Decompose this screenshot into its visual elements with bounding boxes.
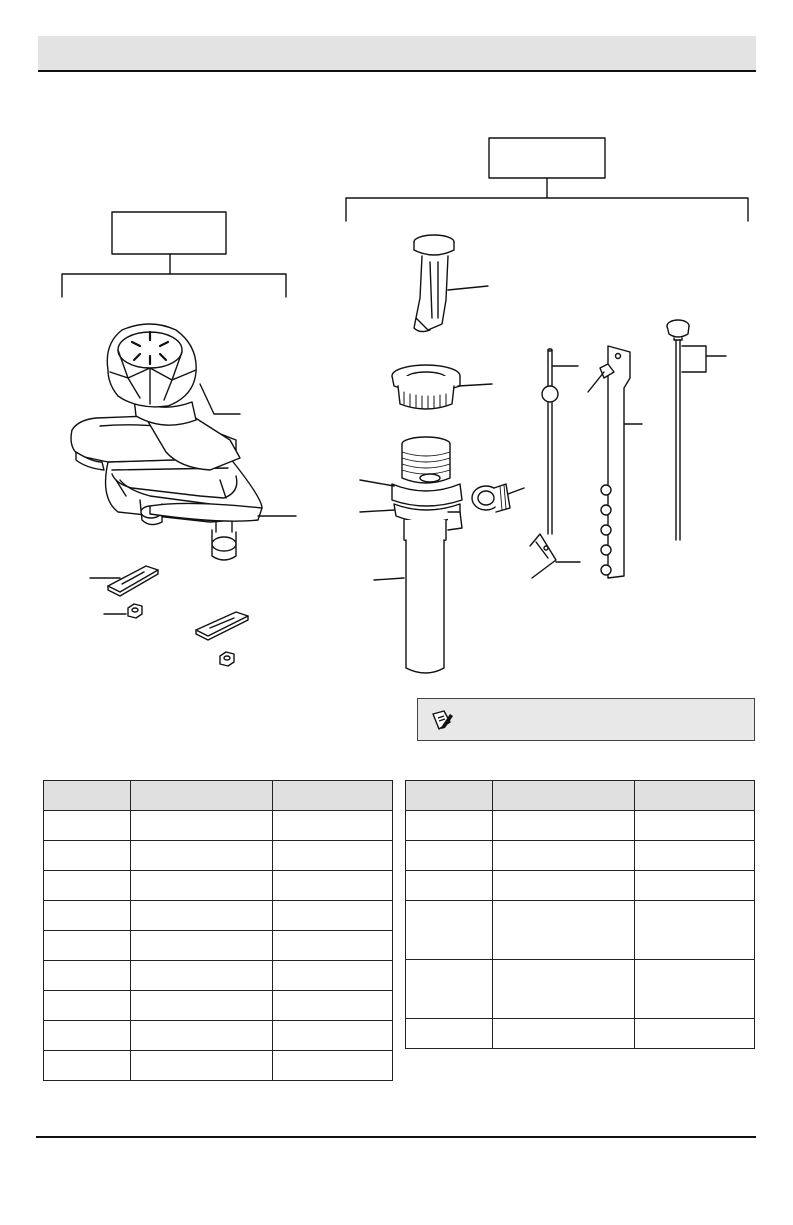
- table-row: [44, 961, 393, 991]
- table-header-cell: [492, 781, 635, 811]
- table-cell: [492, 811, 635, 841]
- table-cell: [44, 871, 131, 901]
- table-row: [406, 811, 755, 841]
- table-header-row: [406, 781, 755, 811]
- note-box: [417, 698, 755, 741]
- table-cell: [273, 991, 393, 1021]
- note-pencil-icon: [430, 708, 454, 732]
- table-cell: [406, 871, 493, 901]
- spring-clip: [530, 534, 556, 578]
- lift-rod: [667, 320, 689, 540]
- table-cell: [44, 961, 131, 991]
- table-header-row: [44, 781, 393, 811]
- table-cell: [130, 961, 273, 991]
- table-cell: [406, 960, 493, 1019]
- table-cell: [273, 901, 393, 931]
- table-cell: [44, 811, 131, 841]
- table-cell: [44, 991, 131, 1021]
- faucet-parts-table: [43, 780, 393, 1081]
- table-cell: [44, 1051, 131, 1081]
- table-row: [406, 901, 755, 960]
- leader-drain-nut: [360, 510, 394, 512]
- leader-flange: [458, 384, 492, 386]
- clevis-strap: [601, 346, 630, 578]
- table-cell: [130, 811, 273, 841]
- leader-lift-rod: [682, 346, 726, 372]
- drain-parts-table: [405, 780, 755, 1049]
- table-cell: [130, 1021, 273, 1051]
- table-cell: [406, 1019, 493, 1049]
- table-row: [44, 841, 393, 871]
- table-cell: [273, 871, 393, 901]
- mounting-bracket-1: [108, 566, 158, 596]
- table-cell: [130, 901, 273, 931]
- drain-group-label-box: [489, 138, 605, 178]
- faucet-illustration: [71, 324, 262, 560]
- table-cell: [273, 841, 393, 871]
- table-cell: [130, 841, 273, 871]
- leader-faucet-body: [200, 384, 240, 414]
- table-row: [44, 931, 393, 961]
- table-row: [406, 1019, 755, 1049]
- table-header-cell: [130, 781, 273, 811]
- table-cell: [130, 1051, 273, 1081]
- table-cell: [635, 811, 755, 841]
- table-cell: [492, 1019, 635, 1049]
- table-cell: [44, 841, 131, 871]
- table-cell: [406, 841, 493, 871]
- mounting-bracket-2: [196, 612, 248, 640]
- drain-flange: [392, 365, 460, 409]
- table-cell: [130, 931, 273, 961]
- mounting-nut-2: [220, 652, 234, 666]
- table-cell: [130, 871, 273, 901]
- table-cell: [492, 841, 635, 871]
- footer-rule: [36, 1136, 756, 1138]
- table-row: [406, 841, 755, 871]
- table-cell: [44, 1021, 131, 1051]
- table-cell: [492, 871, 635, 901]
- table-cell: [273, 931, 393, 961]
- table-cell: [492, 901, 635, 960]
- table-row: [406, 871, 755, 901]
- drain-stopper: [414, 235, 454, 332]
- table-cell: [635, 960, 755, 1019]
- table-cell: [273, 1051, 393, 1081]
- table-cell: [635, 1019, 755, 1049]
- table-cell: [273, 1021, 393, 1051]
- table-cell: [635, 841, 755, 871]
- table-row: [44, 991, 393, 1021]
- drain-group-bracket: [346, 178, 748, 221]
- table-header-cell: [273, 781, 393, 811]
- leader-tailpiece: [374, 578, 404, 580]
- table-row: [44, 1051, 393, 1081]
- leader-clevis-screw: [588, 372, 604, 392]
- leader-stopper: [448, 286, 488, 290]
- table-cell: [273, 811, 393, 841]
- mounting-nut-1: [128, 604, 142, 618]
- table-cell: [273, 961, 393, 991]
- leader-drain-threads: [360, 480, 394, 486]
- table-row: [44, 901, 393, 931]
- table-cell: [492, 960, 635, 1019]
- table-cell: [406, 901, 493, 960]
- table-row: [44, 871, 393, 901]
- table-cell: [635, 901, 755, 960]
- leader-pivot-nut: [508, 488, 524, 494]
- pivot-nut: [472, 484, 510, 512]
- table-row: [44, 811, 393, 841]
- table-header-cell: [406, 781, 493, 811]
- faucet-group-label-box: [112, 212, 226, 254]
- table-cell: [44, 931, 131, 961]
- drain-body: [392, 437, 462, 673]
- table-row: [44, 1021, 393, 1051]
- table-cell: [44, 901, 131, 931]
- faucet-group-bracket: [62, 254, 286, 297]
- table-cell: [130, 991, 273, 1021]
- table-cell: [406, 811, 493, 841]
- table-row: [406, 960, 755, 1019]
- table-cell: [635, 871, 755, 901]
- table-header-cell: [635, 781, 755, 811]
- pivot-rod: [542, 349, 558, 534]
- table-header-cell: [44, 781, 131, 811]
